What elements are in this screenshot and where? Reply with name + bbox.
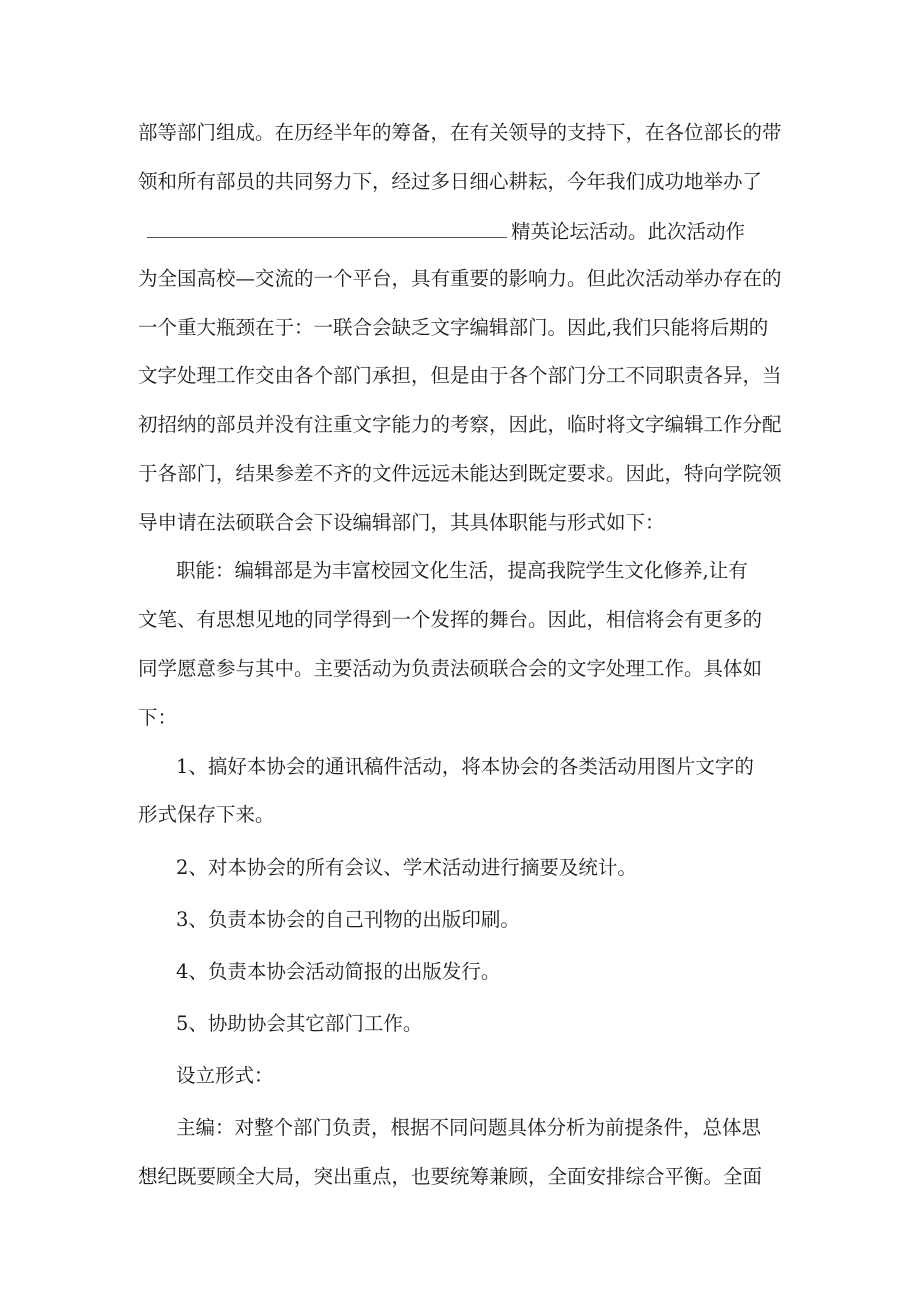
text-line-7: 初招纳的部员并没有注重文字能力的考察，因此，临时将文字编辑工作分配 [138,413,782,436]
list-item-1: 1、搞好本协会的通讯稿件活动，将本协会的各类活动用图片文字的 [176,755,754,778]
text-line-10: 职能：编辑部是为丰富校园文化生活，提高我院学生文化修养,让有 [176,559,748,582]
text-line-8: 于各部门，结果参差不齐的文件远远未能达到既定要求。因此，特向学院领 [138,462,782,485]
text-line-13: 下： [138,706,178,729]
text-line-3 [147,217,798,247]
text-line-3-content: 精英论坛活动。此次活动作 [511,220,746,243]
text-line-2: 领和所有部员的共同努力下，经过多日细心耕耘，今年我们成功地举办了 [138,170,763,193]
text-line-11: 文笔、有思想见地的同学得到一个发挥的舞台。因此，相信将会有更多的 [138,608,763,631]
list-item-4: 4、负责本协会活动简报的出版发行。 [176,960,501,983]
list-item-2: 2、对本协会的所有会议、学术活动进行摘要及统计。 [176,856,637,879]
text-line-21: 主编：对整个部门负责，根据不同问题具体分析为前提条件，总体思 [176,1116,762,1139]
section-heading: 设立形式： [176,1064,274,1087]
list-item-1-cont: 形式保存下来。 [138,803,275,826]
fill-in-blank [147,236,507,238]
text-line-5: 一个重大瓶颈在于：一联合会缺乏文字编辑部门。因此,我们只能将后期的 [138,316,769,339]
text-line-4: 为全国高校—交流的一个平台，具有重要的影响力。但此次活动举办存在的 [138,267,782,290]
text-line-9: 导申请在法硕联合会下设编辑部门，其具体职能与形式如下： [138,511,665,534]
text-line-6: 文字处理工作交由各个部门承担，但是由于各个部门分工不同职责各异，当 [138,364,782,387]
text-line-1: 部等部门组成。在历经半年的筹备，在有关领导的支持下，在各位部长的带 [138,121,782,144]
list-item-3: 3、负责本协会的自己刊物的出版印刷。 [176,908,520,931]
text-line-12: 同学愿意参与其中。主要活动为负责法硕联合会的文字处理工作。具体如 [138,657,763,680]
list-item-5: 5、协助协会其它部门工作。 [176,1012,423,1035]
text-line-22: 想纪既要顾全大局，突出重点，也要统筹兼顾，全面安排综合平衡。全面 [138,1165,763,1188]
